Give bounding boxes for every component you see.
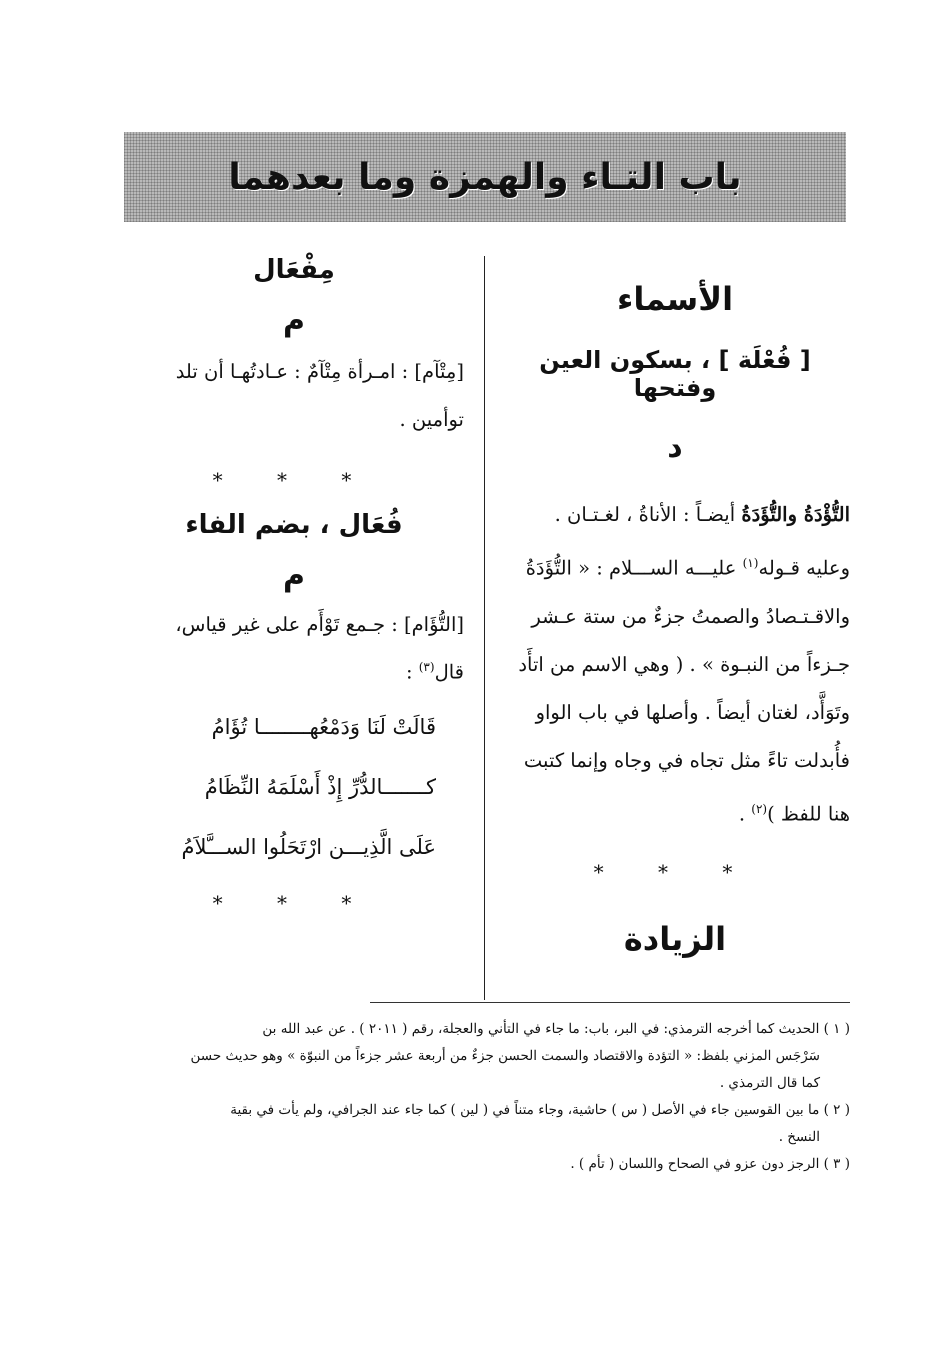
chapter-title: باب التـاء والهمزة وما بعدهما [228,156,742,198]
section-heading-ziyada: الزيادة [623,920,727,958]
footnote-ref-1[interactable]: (١) [742,556,759,570]
section-separator: * * * [212,468,376,492]
section-heading-asmaa: الأسماء [616,280,734,318]
entry-line: جـزءاً من النبـوة » . ( وهي الاسم من اتأَد [518,652,850,676]
footnote-ref-2[interactable]: (٢) [751,801,768,816]
entry-line: فأُبدلت تاءً مثل تجاه في وجاه وإنما كتبت [523,748,850,772]
verse-line: قَالَتْ لَنَا وَدَمْعُهــــــــا تُؤَامُ [211,714,436,739]
column-divider [484,256,485,1000]
entry-tuaam [124,601,464,691]
entry-line: قال$^{(٣)}$ : [405,660,464,684]
entry-line: وعليه قـوله$^{(١)}$ عليـــه الســـلام : « التُّؤَدَةُ [525,556,850,580]
footnote-2: ( ٢ ) ما بين القوسين جاء في الأصل ( س ) حاشية، وجاء متناً في ( لين ) كما جاء عند الجرافي، ولم يأت في بقية النسخ . [230,1102,850,1145]
entry-line: توأمين . [399,408,464,431]
section-separator: * * * [593,860,757,884]
verse-line: كـــــــالدُّرِّ إِذْ أَسْلَمَهُ النِّظَامُ [204,774,436,799]
verse-line: عَلَى الَّذِيـــن ارْتَحَلُوا الســـَّلاَمُ [181,834,436,859]
letter-mim: م [283,558,305,593]
entry-mitam [124,348,464,444]
left-column [124,255,464,915]
pattern-heading-mifaal: مِفْعَال [253,255,335,285]
letter-mim: م [283,303,305,338]
footnote-separator [370,1002,850,1003]
entry-line: [التُّؤَام] : جـمع تَوْأَم على غير قياس، [175,613,464,636]
entry-line: وتَوَأَّد، لغتان أيضاً . وأصلها في باب الواو [535,700,850,724]
footnote-3: ( ٣ ) الرجز دون عزو في الصحاح واللسان ( تأم ) . [570,1156,850,1172]
entry-line: هنا للفظ )$^{(٢)}$ . [738,801,850,825]
footnote-1: ( ١ ) الحديث كما أخرجه الترمذي: في البر، باب: ما جاء في التأني والعجلة، رقم ( ٢٠١١ ) . عن عبد الله بن سَرْجَس المزني بلفظ: « التؤدة والاقتصاد والسمت الحسن جزءٌ من أربعة عشر جزءاً من النبوّة » وهو حديث حسن كما قال الترمذي . [190,1021,850,1091]
section-separator: * * * [212,890,376,915]
pattern-heading-fuaal: فُعَال ، بضم الفاء [185,510,403,540]
entry-line: [مِتْآم] : امـرأة مِتْآمٌ : عـادتُهـا أن تلد [175,360,464,383]
entry-line: والاقـتـصادُ والصمتُ جزءٌ من ستة عـشر [531,604,850,628]
letter-dal: د [667,430,683,465]
entry-line: التُّؤْدَةُ والتُّؤَدَةُ أيضـاً : الأناةُ ، لغـتـان . [554,503,850,526]
pattern-heading-fuala: [ فُعْلَة ] ، بسكون العين وفتحها [539,346,811,402]
right-column [500,280,850,958]
poem-verses [124,697,464,877]
footnote-ref-3[interactable]: (٣) [418,660,435,674]
chapter-banner [124,132,846,222]
entry-tuada [500,491,850,838]
footnotes [126,1016,850,1178]
